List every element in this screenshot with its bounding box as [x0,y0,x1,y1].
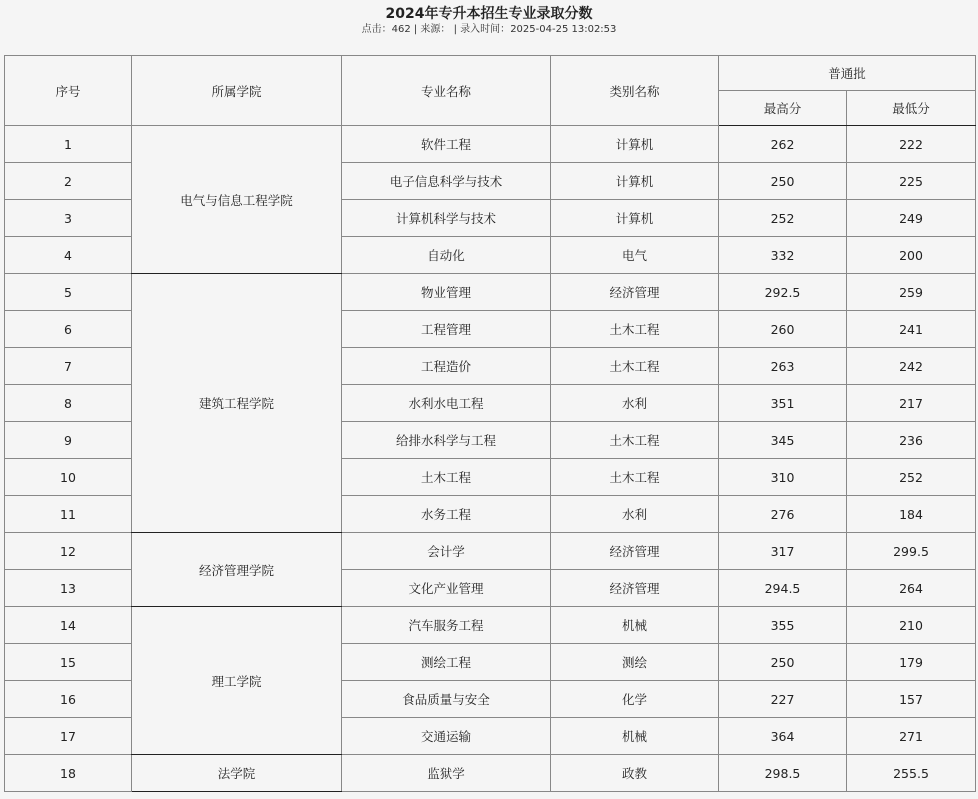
cell-min-score: 210 [847,607,976,644]
cell-major: 测绘工程 [342,644,551,681]
cell-major: 会计学 [342,533,551,570]
cell-index: 14 [5,607,132,644]
cell-index: 8 [5,385,132,422]
table-row [5,533,976,570]
entry-time-label: | 录入时间： [453,24,511,35]
cell-college: 电气与信息工程学院 [132,126,342,274]
cell-min-score: 299.5 [847,533,976,570]
cell-major: 给排水科学与工程 [342,422,551,459]
cell-college: 法学院 [132,755,342,792]
cell-max-score: 294.5 [719,570,847,607]
cell-major: 自动化 [342,237,551,274]
cell-category: 机械 [551,718,719,755]
article-meta [0,23,978,37]
cell-min-score: 264 [847,570,976,607]
cell-max-score: 292.5 [719,274,847,311]
cell-major: 工程管理 [342,311,551,348]
cell-min-score: 271 [847,718,976,755]
cell-major: 电子信息科学与技术 [342,163,551,200]
cell-min-score: 236 [847,422,976,459]
cell-index: 4 [5,237,132,274]
cell-max-score: 345 [719,422,847,459]
cell-min-score: 179 [847,644,976,681]
source-label: | 来源： [413,24,451,35]
cell-category: 水利 [551,496,719,533]
cell-min-score: 222 [847,126,976,163]
cell-min-score: 249 [847,200,976,237]
cell-category: 计算机 [551,200,719,237]
cell-category: 土木工程 [551,348,719,385]
clicks-count: 462 [391,24,411,35]
cell-category: 土木工程 [551,422,719,459]
cell-major: 计算机科学与技术 [342,200,551,237]
table-row [5,274,976,311]
cell-category: 测绘 [551,644,719,681]
cell-index: 5 [5,274,132,311]
clicks-label: 点击： [361,24,392,35]
cell-max-score: 262 [719,126,847,163]
cell-max-score: 298.5 [719,755,847,792]
cell-min-score: 217 [847,385,976,422]
cell-max-score: 364 [719,718,847,755]
cell-category: 电气 [551,237,719,274]
cell-category: 土木工程 [551,311,719,348]
cell-index: 3 [5,200,132,237]
cell-major: 软件工程 [342,126,551,163]
cell-college: 建筑工程学院 [132,274,342,533]
cell-category: 经济管理 [551,274,719,311]
cell-min-score: 255.5 [847,755,976,792]
cell-max-score: 227 [719,681,847,718]
table-body [5,126,976,792]
cell-college: 理工学院 [132,607,342,755]
cell-min-score: 200 [847,237,976,274]
cell-max-score: 332 [719,237,847,274]
cell-index: 1 [5,126,132,163]
article-header [0,0,978,42]
cell-min-score: 242 [847,348,976,385]
cell-category: 计算机 [551,163,719,200]
cell-category: 计算机 [551,126,719,163]
header-min-score: 最低分 [847,91,976,126]
cell-max-score: 260 [719,311,847,348]
cell-major: 水务工程 [342,496,551,533]
cell-major: 汽车服务工程 [342,607,551,644]
cell-major: 食品质量与安全 [342,681,551,718]
cell-category: 化学 [551,681,719,718]
header-major: 专业名称 [342,56,551,126]
cell-min-score: 252 [847,459,976,496]
cell-category: 经济管理 [551,533,719,570]
cell-max-score: 250 [719,644,847,681]
header-index: 序号 [5,56,132,126]
cell-min-score: 225 [847,163,976,200]
admission-scores-table [4,55,976,792]
cell-index: 6 [5,311,132,348]
entry-time-value: 2025-04-25 13:02:53 [510,24,617,35]
table-row [5,126,976,163]
cell-index: 7 [5,348,132,385]
cell-major: 工程造价 [342,348,551,385]
cell-max-score: 276 [719,496,847,533]
cell-max-score: 252 [719,200,847,237]
cell-index: 10 [5,459,132,496]
cell-index: 13 [5,570,132,607]
header-max-score: 最高分 [719,91,847,126]
cell-index: 16 [5,681,132,718]
cell-min-score: 259 [847,274,976,311]
table-row [5,607,976,644]
cell-index: 2 [5,163,132,200]
table-row [5,755,976,792]
cell-category: 土木工程 [551,459,719,496]
cell-major: 水利水电工程 [342,385,551,422]
cell-index: 18 [5,755,132,792]
cell-max-score: 351 [719,385,847,422]
cell-college: 经济管理学院 [132,533,342,607]
cell-index: 11 [5,496,132,533]
cell-major: 监狱学 [342,755,551,792]
cell-category: 经济管理 [551,570,719,607]
cell-index: 9 [5,422,132,459]
cell-max-score: 250 [719,163,847,200]
cell-major: 土木工程 [342,459,551,496]
cell-major: 交通运输 [342,718,551,755]
cell-min-score: 184 [847,496,976,533]
cell-min-score: 157 [847,681,976,718]
header-category: 类别名称 [551,56,719,126]
header-regular-batch: 普通批 [719,56,976,91]
cell-max-score: 317 [719,533,847,570]
cell-index: 15 [5,644,132,681]
header-college: 所属学院 [132,56,342,126]
cell-category: 机械 [551,607,719,644]
page-title: 2024年专升本招生专业录取分数 [385,6,593,22]
cell-index: 17 [5,718,132,755]
cell-min-score: 241 [847,311,976,348]
cell-max-score: 355 [719,607,847,644]
cell-major: 物业管理 [342,274,551,311]
cell-max-score: 263 [719,348,847,385]
cell-major: 文化产业管理 [342,570,551,607]
cell-category: 政教 [551,755,719,792]
cell-index: 12 [5,533,132,570]
cell-max-score: 310 [719,459,847,496]
cell-category: 水利 [551,385,719,422]
